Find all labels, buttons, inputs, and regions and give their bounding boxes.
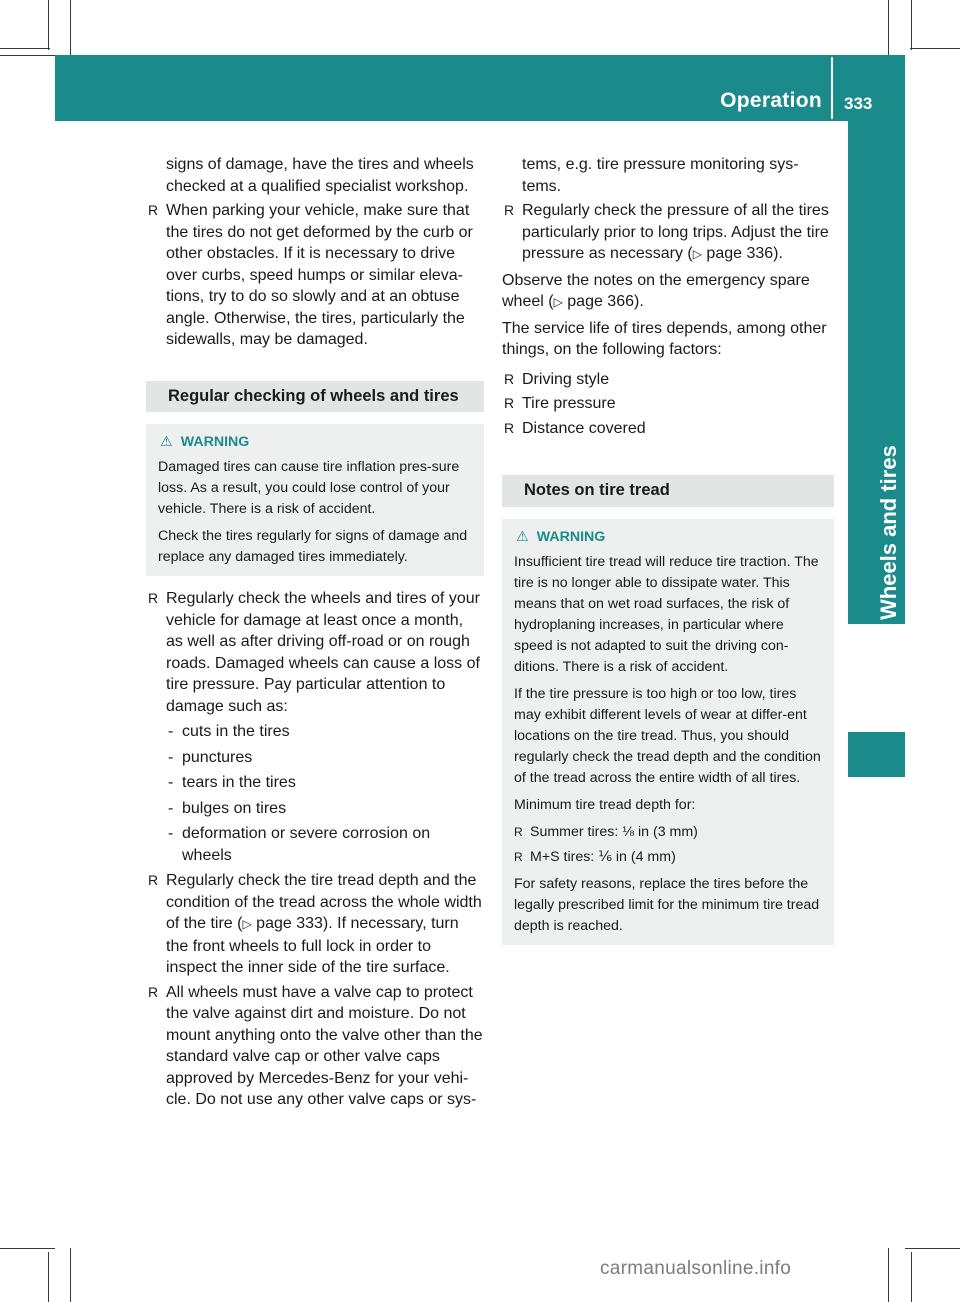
page-ref-arrow-icon: ▷ — [242, 917, 252, 931]
list-item — [502, 200, 834, 266]
bullet-icon: R — [148, 872, 159, 888]
warning-title — [158, 432, 472, 453]
bullet-icon: R — [148, 983, 159, 1000]
crop-mark — [0, 48, 50, 49]
valve-text: All wheels must have a valve cap to protect the valve against dirt and moisture. Do not mount anything onto the valve other than the standard valve cap or other valve caps approved by Mercedes-Benz for your vehi-cle. Do not use any other valve caps or sys- — [166, 983, 483, 1108]
damage-item: tears in the tires — [182, 774, 296, 791]
warning-icon: ⚠ — [160, 434, 173, 450]
tread-text: Regularly check the tire tread depth and the condition of the tread across the whole width of the tire ( — [166, 872, 482, 932]
damage-item: punctures — [182, 748, 253, 766]
check-text: Regularly check the wheels and tires of your vehicle for damage at least once a month, as well as after driving off-road or on rough roads. Damaged wheels can cause a loss of tire pressure. Pay particular attention to damage such as: — [166, 590, 480, 715]
warning-text: Insufficient tire tread will reduce tire traction. The tire is no longer able to dissipate water. This means that on wet road surfaces, the risk of hydroplaning increases, in particular where speed is not adapted to suit the driving con-ditions. There is a risk of accident. — [514, 553, 819, 675]
section-heading-tire-tread: Notes on tire tread — [502, 475, 834, 507]
crop-mark — [70, 1248, 71, 1302]
side-tab-label: Wheels and tires — [876, 445, 901, 620]
crop-mark — [0, 1248, 55, 1249]
warning-box — [502, 519, 834, 945]
left-column — [146, 154, 484, 1114]
list-item — [514, 822, 822, 843]
spare-wheel-text — [502, 270, 834, 314]
page-ref-link[interactable]: page 366). — [567, 293, 644, 310]
watermark: carmanualsonline.info — [600, 1258, 792, 1279]
bullet-icon: R — [504, 202, 515, 218]
warning-text: Check the tires regularly for signs of damage and replace any damaged tires immediately. — [158, 528, 468, 565]
list-item — [146, 588, 484, 717]
damage-item: deformation or severe corrosion on wheels — [182, 825, 431, 864]
page-ref-arrow-icon: ▷ — [553, 295, 563, 309]
crop-mark — [888, 1248, 889, 1302]
right-column — [502, 154, 834, 957]
header-separator — [831, 57, 833, 119]
pressure-text: Regularly check the pressure of all the tires particularly prior to long trips. Adjust the tire pressure as necessary ( — [522, 202, 829, 262]
intro-text: signs of damage, have the tires and wheels checked at a qualified specialist workshop. — [166, 156, 474, 195]
warning-box — [146, 424, 484, 576]
page-number: 333 — [844, 94, 873, 113]
list-item — [146, 200, 484, 351]
dash-icon: - — [168, 799, 174, 817]
damage-item: cuts in the tires — [182, 723, 290, 740]
bullet-icon: R — [148, 202, 159, 218]
page-ref-arrow-icon: ▷ — [692, 247, 702, 261]
bullet-icon: R — [504, 419, 515, 436]
crop-mark — [0, 55, 55, 56]
warning-text: Minimum tire tread depth for: — [514, 796, 696, 813]
dash-icon: - — [168, 825, 174, 842]
warning-label: WARNING — [180, 434, 250, 450]
warning-text: If the tire pressure is too high or too low, tires may exhibit different levels of wear at differ-ent locations on the tire tread. Thus, you should regularly check the tread depth and the condition of the tread across the entire width of all tires. — [514, 685, 821, 786]
crop-mark — [48, 0, 49, 50]
crop-mark — [910, 48, 960, 49]
list-item — [502, 418, 834, 440]
warning-icon: ⚠ — [516, 528, 529, 545]
list-item — [502, 393, 834, 415]
crop-mark — [48, 1252, 49, 1302]
sub-list-item — [146, 747, 484, 769]
dash-icon: - — [168, 774, 174, 791]
spare-text: Observe the notes on the emergency spare wheel ( — [502, 271, 810, 310]
bullet-icon: R — [514, 824, 523, 839]
tread-depth-ms: M+S tires: ⅙ in (4 mm) — [530, 848, 676, 865]
sub-list-item — [146, 798, 484, 820]
crop-mark — [911, 0, 912, 50]
bullet-icon: R — [504, 370, 515, 387]
bullet-icon: R — [504, 395, 515, 411]
crop-mark — [70, 0, 71, 55]
service-life-text: The service life of tires depends, among other things, on the following factors: — [502, 319, 827, 358]
section-title: Operation — [720, 89, 822, 112]
bullet-icon: R — [514, 849, 523, 864]
parking-text: When parking your vehicle, make sure that the tires do not get deformed by the curb or other obstacles. If it is necessary to drive over curbs, speed humps or similar eleva-tions, try to do so slowly and at an obtuse angle. Otherwise, the tires, particularly the sidewalls, may be damaged. — [166, 202, 473, 348]
warning-label: WARNING — [536, 528, 606, 545]
crop-mark — [911, 1252, 912, 1302]
factor-text: Tire pressure — [522, 395, 616, 412]
section-heading-regular-checking: Regular checking of wheels and tires — [146, 381, 484, 413]
page-ref-link[interactable]: page 333). If necessary, turn the front wheels to full lock in order to inspect the inner side of the tire surface. — [166, 915, 459, 976]
tread-depth-summer: Summer tires: ⅛ in (3 mm) — [530, 823, 698, 840]
list-item — [146, 982, 484, 1111]
factor-text: Distance covered — [522, 419, 646, 437]
crop-mark — [905, 1248, 960, 1249]
list-item — [502, 369, 834, 391]
dash-icon: - — [168, 748, 174, 766]
dash-icon: - — [168, 723, 174, 740]
list-item — [146, 870, 484, 979]
sub-list-item — [146, 721, 484, 743]
warning-text: Damaged tires can cause tire inflation pres-sure loss. As a result, you could lose control of your vehicle. There is a risk of accident. — [158, 459, 460, 517]
sub-list-item — [146, 823, 484, 866]
bullet-icon: R — [148, 590, 159, 606]
crop-mark — [888, 0, 889, 55]
side-marker-block — [848, 732, 905, 777]
damage-item: bulges on tires — [182, 799, 287, 817]
factor-text: Driving style — [522, 370, 610, 388]
list-item — [514, 847, 822, 868]
warning-text: For safety reasons, replace the tires before the legally prescribed limit for the minimum tire tread depth is reached. — [514, 875, 820, 934]
continuation-text: tems, e.g. tire pressure monitoring sys-tems. — [522, 156, 799, 195]
warning-title — [514, 527, 822, 548]
sub-list-item — [146, 772, 484, 794]
page-ref-link[interactable]: page 336). — [706, 245, 783, 262]
